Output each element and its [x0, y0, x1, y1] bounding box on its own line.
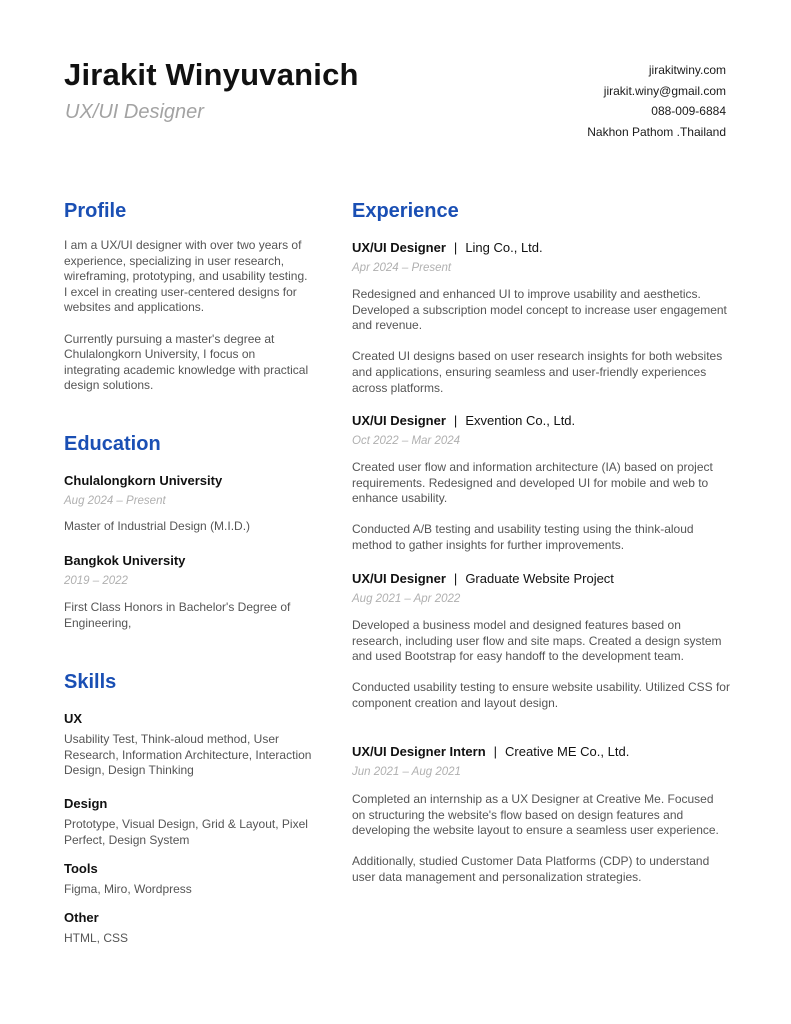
profile-body: [64, 238, 314, 394]
job-title-line: [352, 413, 575, 428]
job-dates: Aug 2021 – Apr 2022: [352, 593, 461, 605]
job-paragraph: Created UI designs based on user research insights for both websites and applications, ensuring seamless and user-friendly experiences across platforms.: [352, 349, 723, 395]
job-description: [352, 618, 730, 712]
company-name: Ling Co., Ltd.: [465, 240, 543, 255]
job-role: UX/UI Designer: [65, 101, 204, 123]
skill-group-text: HTML, CSS: [64, 931, 129, 945]
title-separator: |: [453, 240, 458, 255]
company-name: Creative ME Co., Ltd.: [505, 744, 630, 759]
job-paragraph: Conducted A/B testing and usability testing using the think-aloud method to gather insights for further improvements.: [352, 522, 694, 552]
job-title-line: [352, 240, 543, 255]
email-link[interactable]: jirakit.winy@gmail.com: [603, 83, 726, 98]
company-name: Graduate Website Project: [465, 571, 614, 586]
job-title: UX/UI Designer: [352, 571, 446, 586]
education-degree: First Class Honors in Bachelor's Degree of Engineering,: [64, 600, 291, 630]
job-title-line: [352, 571, 614, 586]
title-separator: |: [453, 413, 458, 428]
skill-group-title: UX: [64, 711, 83, 726]
job-paragraph: Conducted usability testing to ensure website usability. Utilized CSS for component creation and layout design.: [352, 680, 730, 710]
title-separator: |: [453, 571, 458, 586]
website-link[interactable]: jirakitwiny.com: [648, 63, 726, 77]
job-paragraph: Redesigned and enhanced UI to improve usability and aesthetics. Developed a subscription model concept to increase user engagement and revenue.: [352, 287, 727, 333]
education-dates: Aug 2024 – Present: [64, 495, 166, 507]
job-paragraph: Additionally, studied Customer Data Platforms (CDP) to understand user data management and personalization strategies.: [352, 854, 710, 884]
job-title-line: [352, 744, 629, 759]
profile-paragraph: I am a UX/UI designer with over two years of experience, specializing in user research, wireframing, prototyping, and usability testing. I excel in creating user-centered designs for websites and applications.: [64, 238, 308, 315]
job-description: [352, 792, 730, 886]
skill-group-title: Design: [64, 796, 108, 811]
profile-heading: Profile: [64, 200, 127, 222]
job-description: [352, 287, 730, 396]
education-dates: 2019 – 2022: [64, 575, 128, 587]
title-separator: |: [493, 744, 498, 759]
job-paragraph: Created user flow and information architecture (IA) based on project requirements. Redesigned and developed UI for mobile and web to enhance usability.: [352, 460, 713, 506]
job-title: UX/UI Designer Intern: [352, 744, 486, 759]
education-school: Bangkok University: [64, 553, 186, 568]
education-heading: Education: [64, 433, 161, 455]
education-degree: Master of Industrial Design (M.I.D.): [64, 519, 251, 533]
profile-paragraph: Currently pursuing a master's degree at Chulalongkorn University, I focus on integrating academic knowledge with practical design solutions.: [64, 331, 309, 393]
location: Nakhon Pathom .Thailand: [587, 124, 726, 139]
skill-group-text: Figma, Miro, Wordpress: [64, 882, 192, 896]
skills-heading: Skills: [64, 671, 117, 693]
education-school: Chulalongkorn University: [64, 473, 223, 488]
resume-name: Jirakit Winyuvanich: [64, 57, 359, 92]
skill-group-title: Tools: [64, 861, 98, 876]
skill-group-title: Other: [64, 910, 99, 925]
experience-heading: Experience: [352, 200, 459, 222]
job-dates: Apr 2024 – Present: [352, 262, 452, 274]
company-name: Exvention Co., Ltd.: [465, 413, 576, 428]
job-paragraph: Completed an internship as a UX Designer at Creative Me. Focused on structuring the website's flow based on design features and developing the website layout to ensure a seamless user experience.: [352, 792, 719, 838]
job-dates: Oct 2022 – Mar 2024: [352, 435, 461, 447]
job-title: UX/UI Designer: [352, 413, 446, 428]
job-dates: Jun 2021 – Aug 2021: [352, 766, 461, 778]
contact-block: [587, 62, 726, 144]
job-paragraph: Developed a business model and designed features based on research, including user flow and site maps. Created a design system and used Bootstrap for easy handoff to the development team.: [352, 618, 722, 664]
skill-group-text: Prototype, Visual Design, Grid & Layout, Pixel Perfect, Design System: [64, 817, 308, 847]
phone-number: 088-009-6884: [651, 104, 726, 118]
skill-group-text: Usability Test, Think-aloud method, User Research, Information Architecture, Interaction Design, Design Thinking: [64, 732, 312, 778]
job-description: [352, 460, 730, 554]
job-title: UX/UI Designer: [352, 240, 446, 255]
